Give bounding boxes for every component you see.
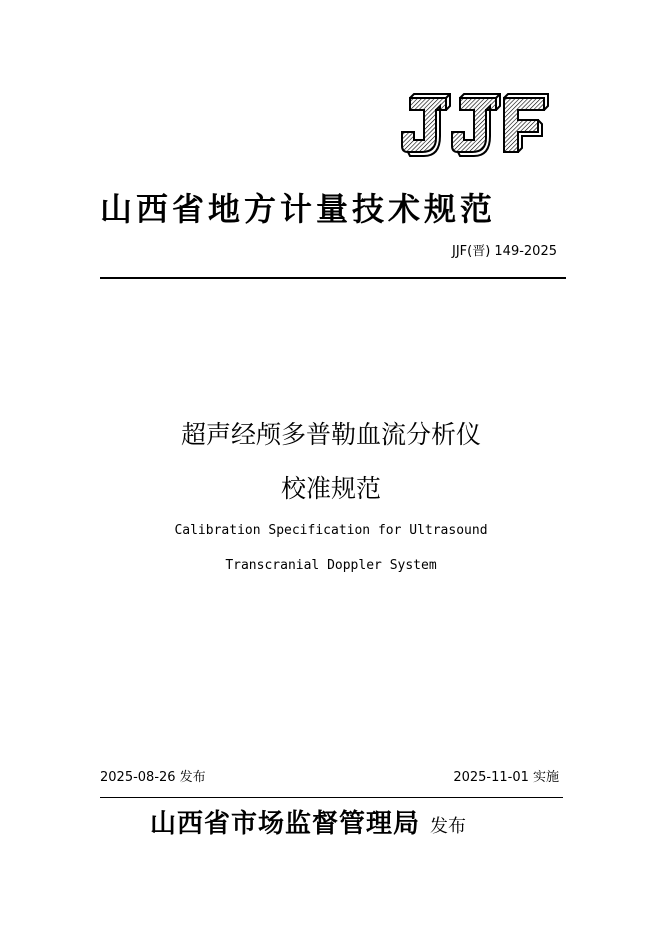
standard-number: JJF(晋) 149-2025 <box>451 244 557 259</box>
title-english-line-1: Calibration Specification for Ultrasound <box>174 523 488 538</box>
issuer-name: 山西省市场监督管理局 <box>150 809 421 839</box>
footer-divider <box>100 797 563 798</box>
title-chinese-line-1: 超声经颅多普勒血流分析仪 <box>180 420 481 449</box>
implementation-date: 2025-11-01 实施 <box>453 770 559 785</box>
series-title: 山西省地方计量技术规范 <box>100 190 497 228</box>
jjf-logo <box>398 92 550 160</box>
jjf-logo-graphic <box>398 92 550 160</box>
header-divider <box>100 277 566 279</box>
title-english-line-2: Transcranial Doppler System <box>225 558 437 573</box>
title-chinese-line-2: 校准规范 <box>280 474 381 503</box>
issuer-suffix: 发布 <box>430 816 467 837</box>
issue-date: 2025-08-26 发布 <box>100 770 206 785</box>
issuer-line <box>150 806 466 845</box>
